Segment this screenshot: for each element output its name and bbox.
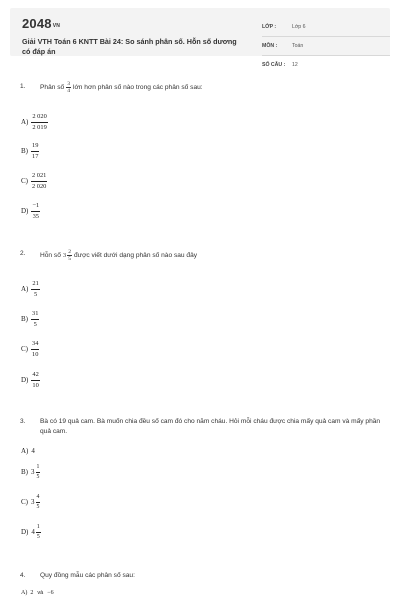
option-label: A)	[21, 285, 29, 293]
option-fraction	[31, 142, 39, 160]
meta-panel	[262, 22, 390, 78]
denominator: 5	[33, 320, 37, 328]
option-a[interactable]	[21, 113, 48, 131]
worksheet-header	[10, 8, 390, 68]
numerator: 34	[31, 340, 39, 350]
option-label: D)	[21, 376, 29, 384]
option-fraction	[36, 524, 41, 541]
question-text	[40, 81, 385, 95]
question-text	[40, 249, 385, 263]
meta-value: 12	[292, 62, 298, 68]
option-fraction	[36, 464, 41, 481]
numerator: 3	[67, 81, 70, 87]
numerator: 2 020	[31, 113, 47, 123]
document-title: Giải VTH Toán 6 KNTT Bài 24: So sánh phân số. Hỗn số dương có đáp án	[22, 37, 237, 56]
option-label: C)	[21, 345, 28, 353]
site-logo[interactable]	[22, 16, 60, 31]
option-d[interactable]	[21, 524, 41, 541]
meta-grade	[262, 22, 390, 37]
option-a[interactable]	[21, 590, 54, 596]
option-c[interactable]	[21, 340, 39, 358]
numerator: 2	[30, 590, 34, 596]
option-fraction	[31, 172, 47, 190]
option-label: B)	[21, 147, 28, 155]
option-mixed-number	[31, 464, 40, 481]
option-c[interactable]	[21, 494, 40, 511]
question-text-start: Phân số	[40, 83, 65, 91]
numerator: 21	[31, 280, 39, 290]
option-a[interactable]	[21, 447, 35, 455]
logo-text: 2048	[22, 16, 52, 31]
denominator: 35	[32, 212, 39, 220]
option-fraction	[31, 340, 39, 358]
meta-key: LỚP :	[262, 24, 277, 30]
option-mixed-number	[31, 494, 40, 511]
option-b[interactable]	[21, 464, 40, 481]
option-fraction	[31, 310, 39, 328]
question-text-end: lớn hơn phân số nào trong các phân số sau:	[73, 83, 203, 91]
denominator: 10	[32, 381, 39, 389]
option-label: D)	[21, 528, 29, 537]
denominator: 17	[32, 152, 39, 160]
denominator: 5	[36, 533, 40, 540]
option-fraction	[31, 280, 39, 298]
option-value: 4	[31, 447, 35, 455]
meta-question-count	[262, 60, 390, 74]
numerator: 19	[31, 142, 39, 152]
option-label: A)	[21, 590, 28, 596]
option-label: C)	[21, 498, 28, 507]
question-text: Quy đồng mẫu các phân số sau:	[40, 572, 135, 579]
denominator: 5	[36, 503, 40, 510]
question-text-end: được viết dưới dạng phân số nào sau đây	[74, 251, 198, 259]
option-label: B)	[21, 315, 28, 323]
option-label: A)	[21, 447, 29, 455]
question-text-start: Hỗn số	[40, 251, 61, 259]
option-label: B)	[21, 468, 28, 477]
option-label: D)	[21, 207, 29, 215]
whole-part: 3	[62, 251, 67, 259]
meta-key: SỐ CÂU :	[262, 62, 286, 68]
question-text: Bà có 19 quả cam. Bà muốn chia đều số cam đó cho năm cháu. Hỏi mỗi cháu được chia mấy quả cam và mấy phần quả cam.	[40, 418, 381, 435]
question-number: 3.	[20, 418, 26, 425]
numerator: 2 021	[31, 172, 47, 182]
numerator: 1	[36, 464, 41, 473]
denominator: 4	[67, 88, 70, 95]
meta-value: Lớp 6	[292, 24, 306, 30]
inline-mixed-number	[63, 249, 74, 263]
whole-part: 4	[31, 528, 35, 537]
option-b[interactable]	[21, 310, 39, 328]
option-c[interactable]	[21, 172, 47, 190]
numerator: −6	[47, 590, 54, 596]
whole-part: 3	[31, 498, 35, 507]
meta-value: Toán	[292, 43, 304, 49]
logo-suffix: VN	[52, 23, 61, 29]
whole-part: 3	[31, 468, 35, 477]
option-d[interactable]	[21, 202, 40, 220]
option-d[interactable]	[21, 371, 40, 389]
meta-key: MÔN :	[262, 43, 278, 49]
option-a[interactable]	[21, 280, 40, 298]
numerator: 42	[31, 371, 39, 381]
denominator: 5	[36, 473, 40, 480]
numerator: 31	[31, 310, 39, 320]
denominator: 5	[33, 290, 38, 298]
denominator: 2 019	[32, 123, 47, 131]
option-fraction	[31, 113, 47, 131]
numerator: 2	[68, 249, 71, 255]
option-mixed-number	[31, 524, 40, 541]
option-label: C)	[21, 177, 28, 185]
inline-fraction	[67, 249, 72, 263]
option-connector: và	[37, 590, 44, 596]
numerator: −1	[31, 202, 40, 212]
meta-subject	[262, 41, 390, 56]
option-b[interactable]	[21, 142, 39, 160]
option-fraction	[31, 202, 40, 220]
option-fraction	[31, 371, 39, 389]
numerator: 4	[36, 494, 41, 503]
question-number: 4.	[20, 572, 26, 579]
numerator: 1	[36, 524, 41, 533]
denominator: 2 020	[32, 182, 47, 190]
option-fraction	[36, 494, 41, 511]
denominator: 10	[32, 350, 39, 358]
denominator: 5	[68, 256, 71, 263]
question-number: 1.	[20, 83, 26, 90]
inline-fraction	[66, 81, 71, 95]
question-number: 2.	[20, 250, 26, 257]
option-label: A)	[21, 118, 29, 126]
